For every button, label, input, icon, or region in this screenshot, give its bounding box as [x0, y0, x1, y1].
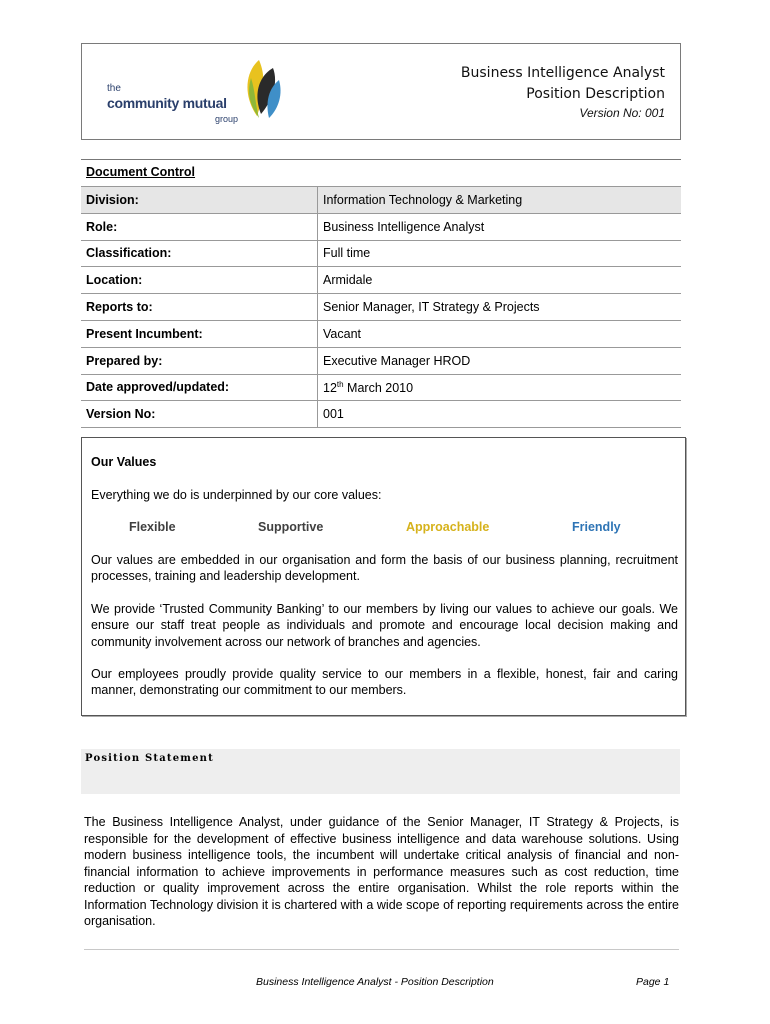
- table-row: [81, 294, 681, 321]
- position-statement-header: [81, 749, 680, 794]
- table-row: [81, 320, 681, 347]
- row-value: Senior Manager, IT Strategy & Projects: [318, 294, 682, 321]
- date-day: 12: [323, 381, 337, 396]
- position-statement-title: Position Statement: [85, 753, 214, 764]
- footer-page-number: Page 1: [636, 976, 670, 988]
- logo-text-the: the: [107, 83, 121, 94]
- value-approachable: Approachable: [406, 520, 490, 534]
- table-row: [81, 401, 681, 428]
- section-rule: [81, 159, 681, 160]
- values-paragraph: Our employees proudly provide quality service to our members in a flexible, honest, fair and caring manner, demonstrating our commitment to our members.: [91, 667, 678, 698]
- table-row: [81, 213, 681, 240]
- table-row: [81, 347, 681, 374]
- version-label: Version No: 001: [579, 106, 665, 120]
- document-control-table: [81, 186, 681, 428]
- table-row: [81, 374, 681, 401]
- document-control-title: Document Control: [86, 165, 196, 179]
- footer-document-name: Business Intelligence Analyst - Position Description: [256, 976, 494, 988]
- values-paragraph: Our values are embedded in our organisation and form the basis of our business planning, recruitment processes, training and leadership development.: [91, 553, 678, 584]
- row-value: [318, 374, 682, 401]
- row-value: Full time: [318, 240, 682, 267]
- company-logo: [105, 58, 285, 128]
- values-intro: Everything we do is underpinned by our core values:: [91, 488, 382, 502]
- document-subtitle: Position Description: [526, 86, 665, 102]
- row-value: Information Technology & Marketing: [318, 187, 682, 214]
- logo-text-group: group: [215, 114, 239, 124]
- position-statement-text: The Business Intelligence Analyst, under guidance of the Senior Manager, IT Strategy & Projects, is responsible for the development of effective business intelligence and data warehouse solutions. Using modern business intelligence tools, the incumbent will undertake critical analysis of financial and non-financial information to achieve improvements in performance measures such as cost reduction, time reduction or quality improvement across the entire organisation. Whilst the role reports within the Information Technology division it is chartered with a wide scope of reporting requirements across the entire organisation.: [84, 815, 679, 928]
- table-row: [81, 267, 681, 294]
- row-value: 001: [318, 401, 682, 428]
- table-row: [81, 240, 681, 267]
- row-label: Present Incumbent:: [81, 320, 318, 347]
- date-rest: March 2010: [343, 381, 414, 396]
- row-label: Version No:: [81, 401, 318, 428]
- row-label: Prepared by:: [81, 347, 318, 374]
- logo-text-community: community: [107, 95, 179, 111]
- value-friendly: Friendly: [572, 520, 621, 534]
- footer-rule: [84, 949, 679, 950]
- document-title: Business Intelligence Analyst: [460, 65, 665, 81]
- leaf-logo-icon: [239, 58, 285, 120]
- values-box: [81, 437, 686, 716]
- core-values-row: [91, 520, 678, 538]
- row-value: Armidale: [318, 267, 682, 294]
- logo-text-mutual: mutual: [178, 95, 227, 111]
- value-supportive: Supportive: [258, 520, 324, 534]
- row-label: Date approved/updated:: [81, 374, 318, 401]
- row-label: Reports to:: [81, 294, 318, 321]
- logo-text-main: [107, 95, 227, 111]
- row-label: Location:: [81, 267, 318, 294]
- row-value: Vacant: [318, 320, 682, 347]
- value-flexible: Flexible: [129, 520, 176, 534]
- row-label: Classification:: [81, 240, 318, 267]
- values-paragraph: We provide ‘Trusted Community Banking’ to our members by living our values to achieve our goals. We ensure our staff treat people as individuals and promote and encourage local decision making and community involvement across our network of branches and agencies.: [91, 602, 678, 649]
- row-value: Executive Manager HROD: [318, 347, 682, 374]
- row-label: Division:: [81, 187, 318, 214]
- values-title: Our Values: [91, 455, 157, 469]
- table-row: [81, 187, 681, 214]
- date-ordinal: th: [336, 379, 344, 389]
- row-label: Role:: [81, 213, 318, 240]
- row-value: Business Intelligence Analyst: [318, 213, 682, 240]
